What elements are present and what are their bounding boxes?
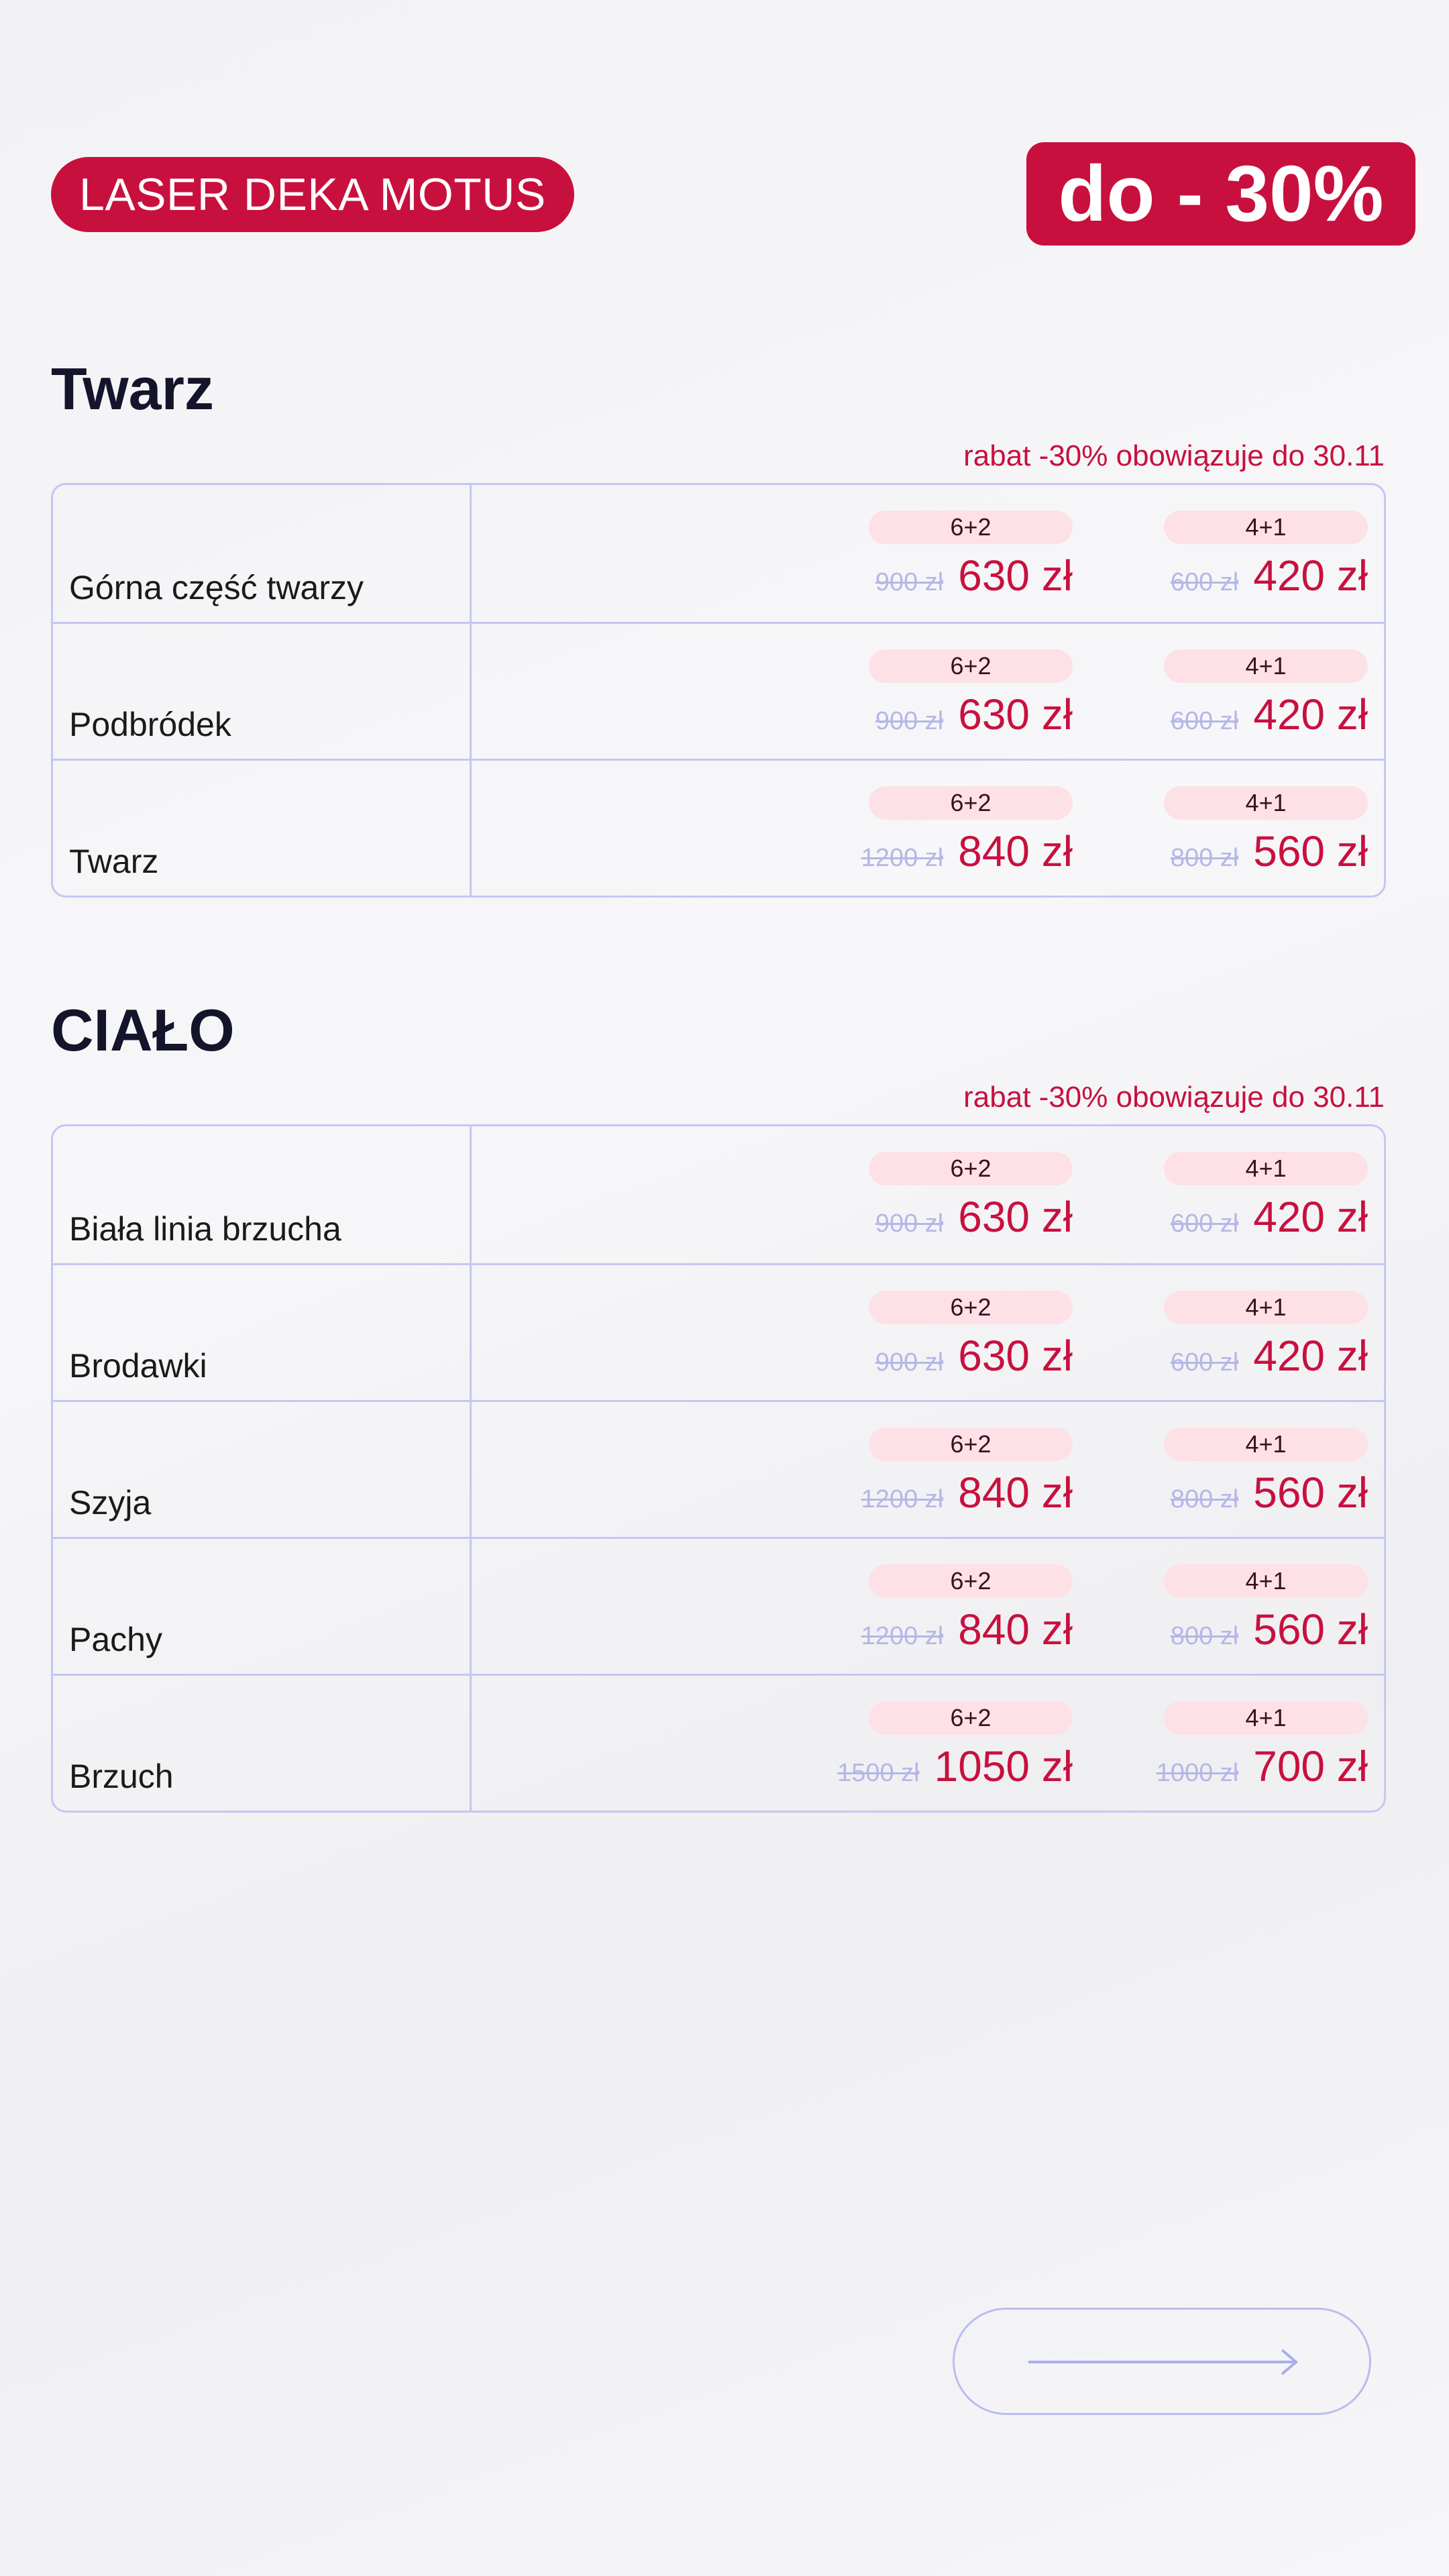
new-price: 630 zł	[958, 551, 1073, 600]
price-line	[875, 690, 1073, 750]
table-row	[53, 1674, 1384, 1811]
offer-package-b	[1086, 1701, 1368, 1802]
section-title: CIAŁO	[51, 997, 235, 1063]
package-badge: 6+2	[869, 1701, 1073, 1735]
next-button[interactable]	[953, 2308, 1371, 2415]
price-cell	[472, 1539, 1384, 1674]
offer-package-b	[1086, 1291, 1368, 1391]
new-price: 420 zł	[1253, 1332, 1368, 1380]
old-price: 1000 zł	[1156, 1759, 1239, 1787]
new-price: 840 zł	[958, 1468, 1073, 1517]
offer-package-b	[1086, 1152, 1368, 1252]
price-line	[861, 826, 1073, 887]
new-price: 560 zł	[1253, 1605, 1368, 1654]
treatment-name: Górna część twarzy	[53, 485, 472, 622]
offer-package-b	[1086, 511, 1368, 611]
table-row	[53, 1263, 1384, 1400]
old-price: 600 zł	[1170, 707, 1239, 735]
price-line	[875, 551, 1073, 611]
price-cell	[472, 1676, 1384, 1811]
new-price: 420 zł	[1253, 551, 1368, 600]
table-row	[53, 485, 1384, 622]
treatment-name: Brzuch	[53, 1676, 472, 1811]
new-price: 420 zł	[1253, 1193, 1368, 1241]
package-badge: 6+2	[869, 1291, 1073, 1324]
new-price: 700 zł	[1253, 1742, 1368, 1790]
old-price: 900 zł	[875, 1210, 944, 1238]
table-row	[53, 759, 1384, 896]
offer-package-a	[791, 1428, 1073, 1528]
new-price: 560 zł	[1253, 827, 1368, 875]
old-price: 900 zł	[875, 707, 944, 735]
offer-package-b	[1086, 786, 1368, 887]
new-price: 560 zł	[1253, 1468, 1368, 1517]
old-price: 600 zł	[1170, 1348, 1239, 1377]
price-line	[837, 1741, 1073, 1802]
package-badge: 4+1	[1164, 1428, 1368, 1461]
new-price: 840 zł	[958, 1605, 1073, 1654]
package-badge: 6+2	[869, 1152, 1073, 1185]
package-badge: 6+2	[869, 1564, 1073, 1598]
arrow-right-icon	[1028, 2347, 1299, 2377]
price-line	[875, 1192, 1073, 1252]
new-price: 630 zł	[958, 1332, 1073, 1380]
price-line	[1171, 1468, 1368, 1528]
new-price: 630 zł	[958, 1193, 1073, 1241]
package-badge: 4+1	[1164, 1701, 1368, 1735]
old-price: 1200 zł	[861, 1622, 944, 1650]
price-line	[1171, 1331, 1368, 1391]
old-price: 1500 zł	[837, 1759, 920, 1787]
offer-package-a	[791, 786, 1073, 887]
package-badge: 4+1	[1164, 1564, 1368, 1598]
old-price: 1200 zł	[861, 1485, 944, 1513]
price-line	[1171, 1605, 1368, 1665]
old-price: 800 zł	[1170, 1485, 1239, 1513]
table-row	[53, 1537, 1384, 1674]
price-line	[1171, 551, 1368, 611]
treatment-name: Pachy	[53, 1539, 472, 1674]
price-line	[1157, 1741, 1368, 1802]
old-price: 800 zł	[1170, 844, 1239, 872]
offer-package-a	[791, 1291, 1073, 1391]
promo-note: rabat -30% obowiązuje do 30.11	[963, 439, 1385, 472]
offer-package-a	[791, 1701, 1073, 1802]
brand-badge: LASER DEKA MOTUS	[51, 157, 574, 232]
price-line	[1171, 1192, 1368, 1252]
discount-badge: do - 30%	[1026, 142, 1415, 246]
old-price: 800 zł	[1170, 1622, 1239, 1650]
offer-package-b	[1086, 649, 1368, 750]
treatment-name: Szyja	[53, 1402, 472, 1537]
price-cell	[472, 624, 1384, 759]
old-price: 600 zł	[1170, 1210, 1239, 1238]
price-line	[1171, 690, 1368, 750]
package-badge: 4+1	[1164, 511, 1368, 544]
old-price: 600 zł	[1170, 568, 1239, 596]
offer-package-a	[791, 511, 1073, 611]
treatment-name: Podbródek	[53, 624, 472, 759]
package-badge: 6+2	[869, 786, 1073, 820]
promo-note: rabat -30% obowiązuje do 30.11	[963, 1081, 1385, 1114]
price-line	[861, 1468, 1073, 1528]
old-price: 900 zł	[875, 568, 944, 596]
new-price: 840 zł	[958, 827, 1073, 875]
section-title: Twarz	[51, 356, 214, 422]
offer-package-a	[791, 1152, 1073, 1252]
offer-package-a	[791, 649, 1073, 750]
new-price: 420 zł	[1253, 690, 1368, 739]
offer-package-b	[1086, 1564, 1368, 1665]
treatment-name: Brodawki	[53, 1265, 472, 1400]
price-cell	[472, 1402, 1384, 1537]
package-badge: 6+2	[869, 1428, 1073, 1461]
price-cell	[472, 761, 1384, 896]
package-badge: 4+1	[1164, 786, 1368, 820]
treatment-name: Twarz	[53, 761, 472, 896]
offer-package-b	[1086, 1428, 1368, 1528]
price-line	[861, 1605, 1073, 1665]
section-face	[51, 349, 1386, 898]
package-badge: 6+2	[869, 649, 1073, 683]
old-price: 1200 zł	[861, 844, 944, 872]
package-badge: 4+1	[1164, 649, 1368, 683]
new-price: 630 zł	[958, 690, 1073, 739]
new-price: 1050 zł	[934, 1742, 1073, 1790]
table-row	[53, 622, 1384, 759]
old-price: 900 zł	[875, 1348, 944, 1377]
price-table	[51, 1124, 1386, 1813]
price-cell	[472, 485, 1384, 622]
treatment-name: Biała linia brzucha	[53, 1126, 472, 1263]
price-line	[1171, 826, 1368, 887]
table-row	[53, 1400, 1384, 1537]
package-badge: 4+1	[1164, 1291, 1368, 1324]
package-badge: 4+1	[1164, 1152, 1368, 1185]
section-body	[51, 990, 1386, 1813]
package-badge: 6+2	[869, 511, 1073, 544]
price-table	[51, 483, 1386, 898]
table-row	[53, 1126, 1384, 1263]
price-line	[875, 1331, 1073, 1391]
price-cell	[472, 1265, 1384, 1400]
price-cell	[472, 1126, 1384, 1263]
offer-package-a	[791, 1564, 1073, 1665]
